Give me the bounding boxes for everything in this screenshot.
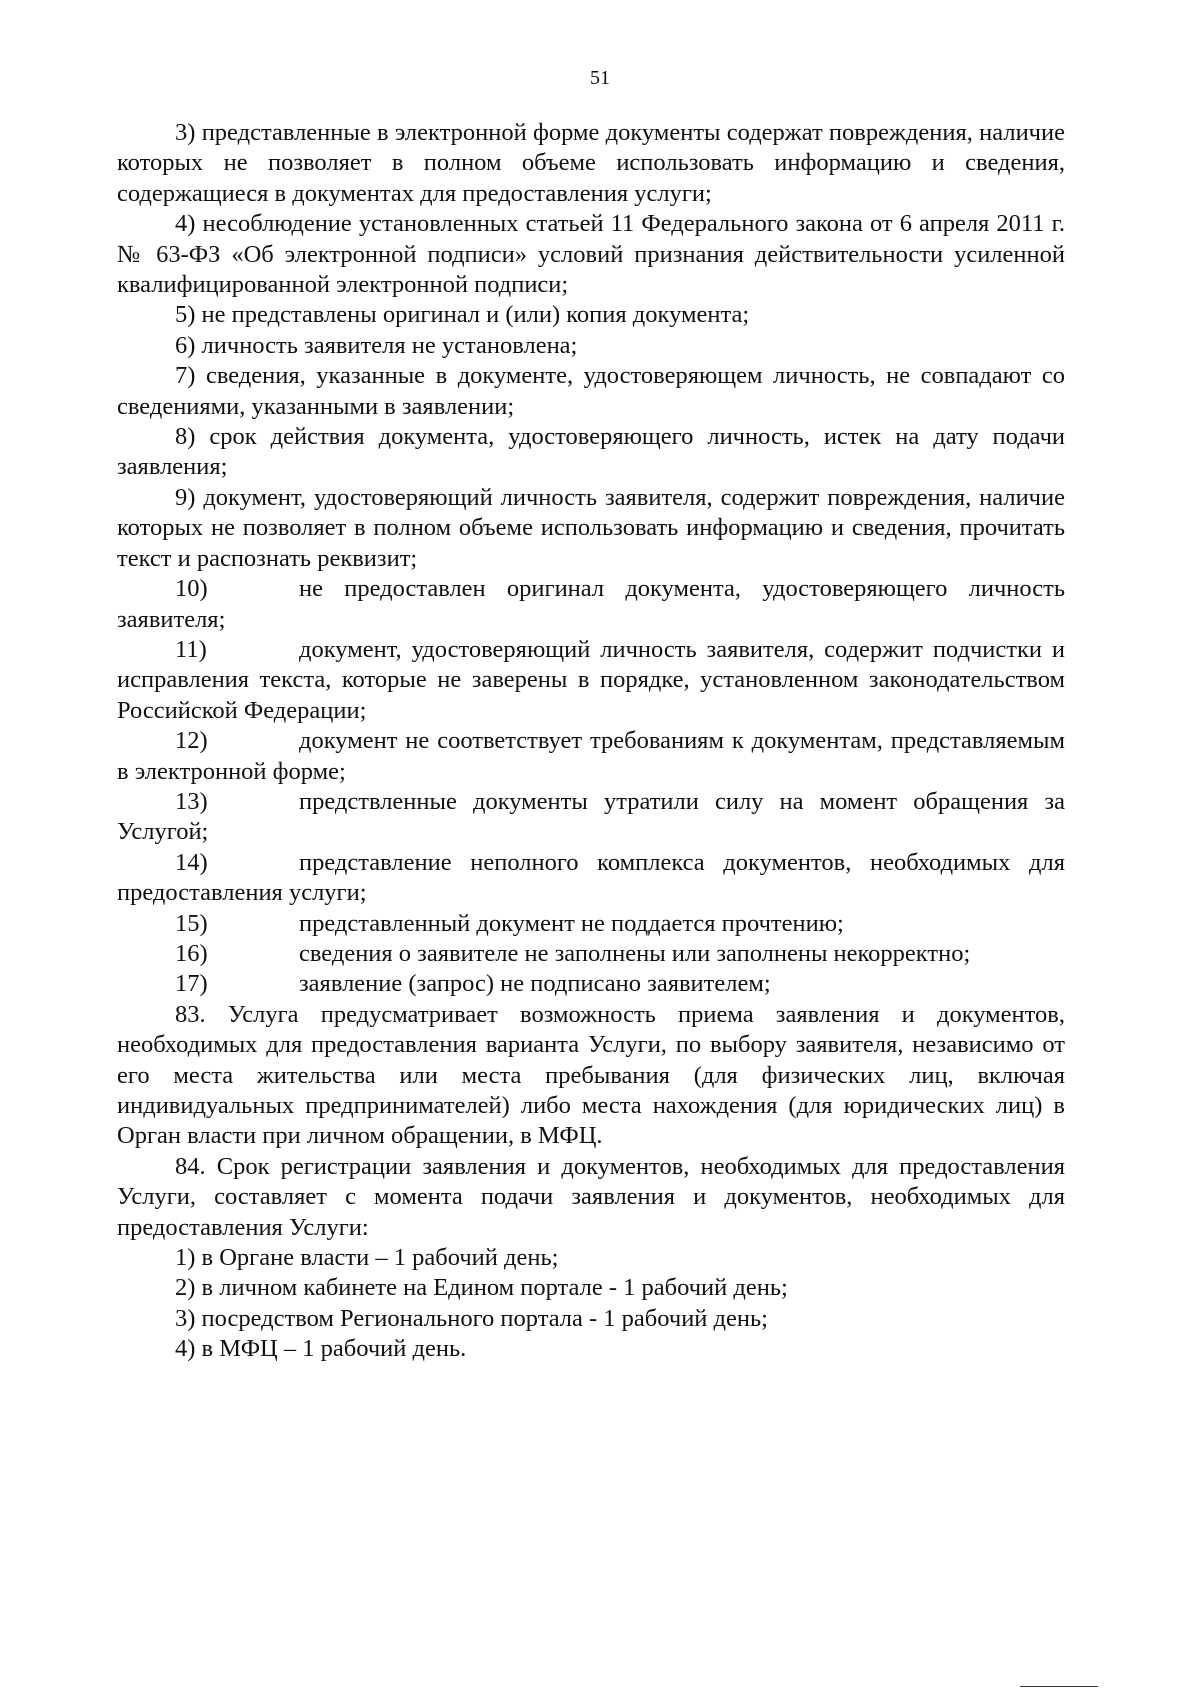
paragraph-5: 5) не представлены оригинал и (или) копия документа; xyxy=(175,301,750,329)
paragraph-4: 4) несоблюдение установленных статьей 11 Федерального закона от 6 апреля 2011 г. № 63-ФЗ «Об электронной подписи» условий признания действительности усиленной квалифицированной электронной подписи; xyxy=(117,210,1065,299)
page-number: 51 xyxy=(590,67,610,89)
paragraph-84-item-4: 4) в МФЦ – 1 рабочий день. xyxy=(175,1335,467,1363)
list-item-10 xyxy=(117,574,1065,635)
paragraph-9: 9) документ, удостоверяющий личность заявителя, содержит повреждения, наличие которых не позволяет в полном объеме использовать информацию и сведения, прочитать текст и распознать реквизит; xyxy=(117,483,1065,572)
list-item-11 xyxy=(117,635,1065,726)
paragraph-84-item-3: 3) посредством Регионального портала - 1 рабочий день; xyxy=(175,1304,768,1332)
paragraph-7: 7) сведения, указанные в документе, удостоверяющем личность, не совпадают со сведениями, указанными в заявлении; xyxy=(117,362,1065,420)
list-item-number: 10) xyxy=(175,575,208,603)
list-item-text: заявление (запрос) не подписано заявителем; xyxy=(299,970,771,998)
list-item-number: 15) xyxy=(175,909,208,937)
list-item-15 xyxy=(117,909,1065,939)
list-item-text: не предоставлен оригинал документа, удостоверяющего личность заявителя; xyxy=(117,575,1065,633)
list-item-17 xyxy=(117,969,1065,999)
list-item-number: 12) xyxy=(175,727,208,755)
list-item-text: представленный документ не поддается прочтению; xyxy=(299,909,844,937)
document-body xyxy=(117,118,1065,1365)
list-item-text: документ не соответствует требованиям к документам, представляемым в электронной форме; xyxy=(117,727,1065,785)
list-item-text: предствленные документы утратили силу на момент обращения за Услугой; xyxy=(117,787,1065,846)
paragraph-84-item-1: 1) в Органе власти – 1 рабочий день; xyxy=(175,1244,559,1272)
list-item-14 xyxy=(117,848,1065,909)
scan-edge-line xyxy=(1020,1686,1098,1687)
paragraph-84-item-2: 2) в личном кабинете на Едином портале - 1 рабочий день; xyxy=(175,1274,788,1302)
list-item-12 xyxy=(117,726,1065,787)
list-item-text: сведения о заявителе не заполнены или заполнены некорректно; xyxy=(299,939,971,967)
paragraph-84: 84. Срок регистрации заявления и документов, необходимых для предоставления Услуги, составляет с момента подачи заявления и документов, необходимых для предоставления Услуги: xyxy=(117,1152,1065,1241)
list-item-13 xyxy=(117,787,1065,848)
paragraph-3: 3) представленные в электронной форме документы содержат повреждения, наличие которых не позволяет в полном объеме использовать информацию и сведения, содержащиеся в документах для предоставления услуги; xyxy=(117,119,1065,207)
paragraph-6: 6) личность заявителя не установлена; xyxy=(175,331,578,359)
list-item-number: 11) xyxy=(175,635,207,663)
list-item-number: 13) xyxy=(175,787,208,815)
list-item-text: документ, удостоверяющий личность заявителя, содержит подчистки и исправления текста, которые не заверены в порядке, установленном законодательством Российской Федерации; xyxy=(117,635,1065,724)
paragraph-8: 8) срок действия документа, удостоверяющего личность, истек на дату подачи заявления; xyxy=(117,423,1065,481)
list-item-number: 17) xyxy=(175,970,208,998)
list-item-text: представление неполного комплекса документов, необходимых для предоставления услуги; xyxy=(117,848,1065,907)
list-item-number: 16) xyxy=(175,939,208,967)
list-item-16 xyxy=(117,939,1065,969)
list-item-number: 14) xyxy=(175,848,208,876)
paragraph-83: 83. Услуга предусматривает возможность приема заявления и документов, необходимых для предоставления варианта Услуги, по выбору заявителя, независимо от его места жительства или места пребывания (для физических лиц, включая индивидуальных предпринимателей) либо места нахождения (для юридических лиц) в Орган власти при личном обращении, в МФЦ. xyxy=(117,1000,1065,1150)
